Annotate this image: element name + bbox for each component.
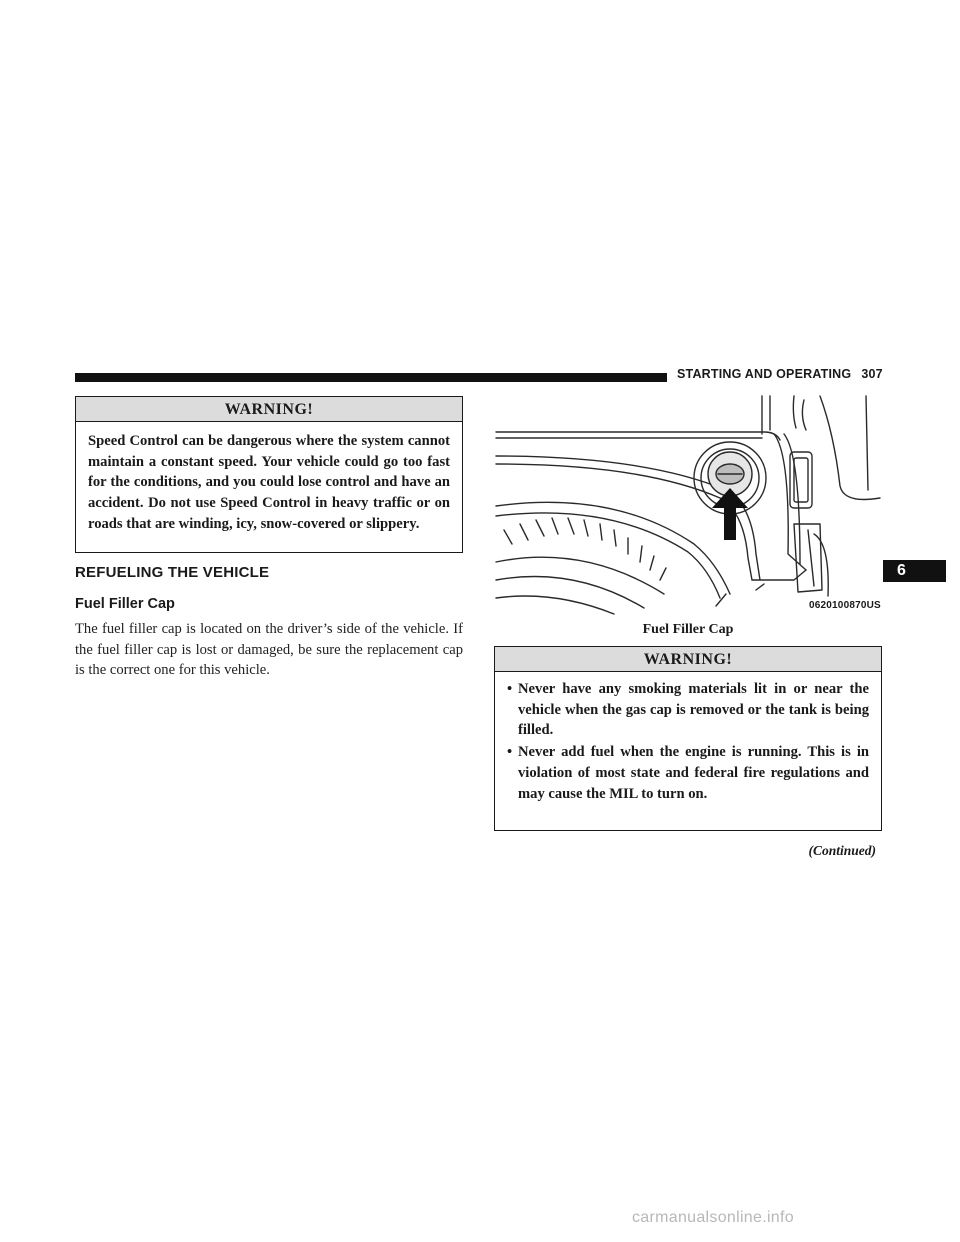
subsection-title: Fuel Filler Cap	[75, 596, 175, 612]
header-section-title: STARTING AND OPERATING	[677, 367, 852, 381]
warning-body: Speed Control can be dangerous where the system cannot maintain a constant speed. Your vehicle could go too fast for the conditions, and you could lose control and have an accident. Do not use Speed Control in heavy traffic or on roads that are winding, icy, snow-covered or slippery.	[88, 433, 450, 532]
header-rule	[75, 373, 667, 382]
chapter-tab[interactable]: 6	[883, 560, 946, 582]
warning-title: WARNING!	[76, 397, 462, 422]
running-header	[677, 367, 883, 381]
warning-list	[495, 672, 881, 813]
warning-list-item: • Never add fuel when the engine is running. This is in violation of most state and federal fire regulations and may cause the MIL to turn on.	[507, 742, 869, 804]
body-paragraph: The fuel filler cap is located on the driver’s side of the vehicle. If the fuel filler cap is lost or damaged, be sure the replacement cap is the correct one for this vehicle.	[75, 621, 463, 679]
fuel-filler-cap-figure	[494, 394, 882, 616]
continued-note: (Continued)	[808, 843, 876, 858]
warning-title: WARNING!	[495, 647, 881, 672]
speed-control-warning-box	[75, 396, 463, 553]
warning-list-item: • Never have any smoking materials lit in or near the vehicle when the gas cap is removed or the tank is being filled.	[507, 679, 869, 741]
figure-caption: Fuel Filler Cap	[642, 622, 734, 637]
section-title: REFUELING THE VEHICLE	[75, 564, 270, 581]
arrow-up-icon	[712, 488, 748, 540]
refueling-warning-box	[494, 646, 882, 831]
figure-code: 0620100870US	[809, 600, 881, 611]
page-number: 307	[861, 367, 883, 381]
watermark: carmanualsonline.info	[632, 1209, 794, 1226]
